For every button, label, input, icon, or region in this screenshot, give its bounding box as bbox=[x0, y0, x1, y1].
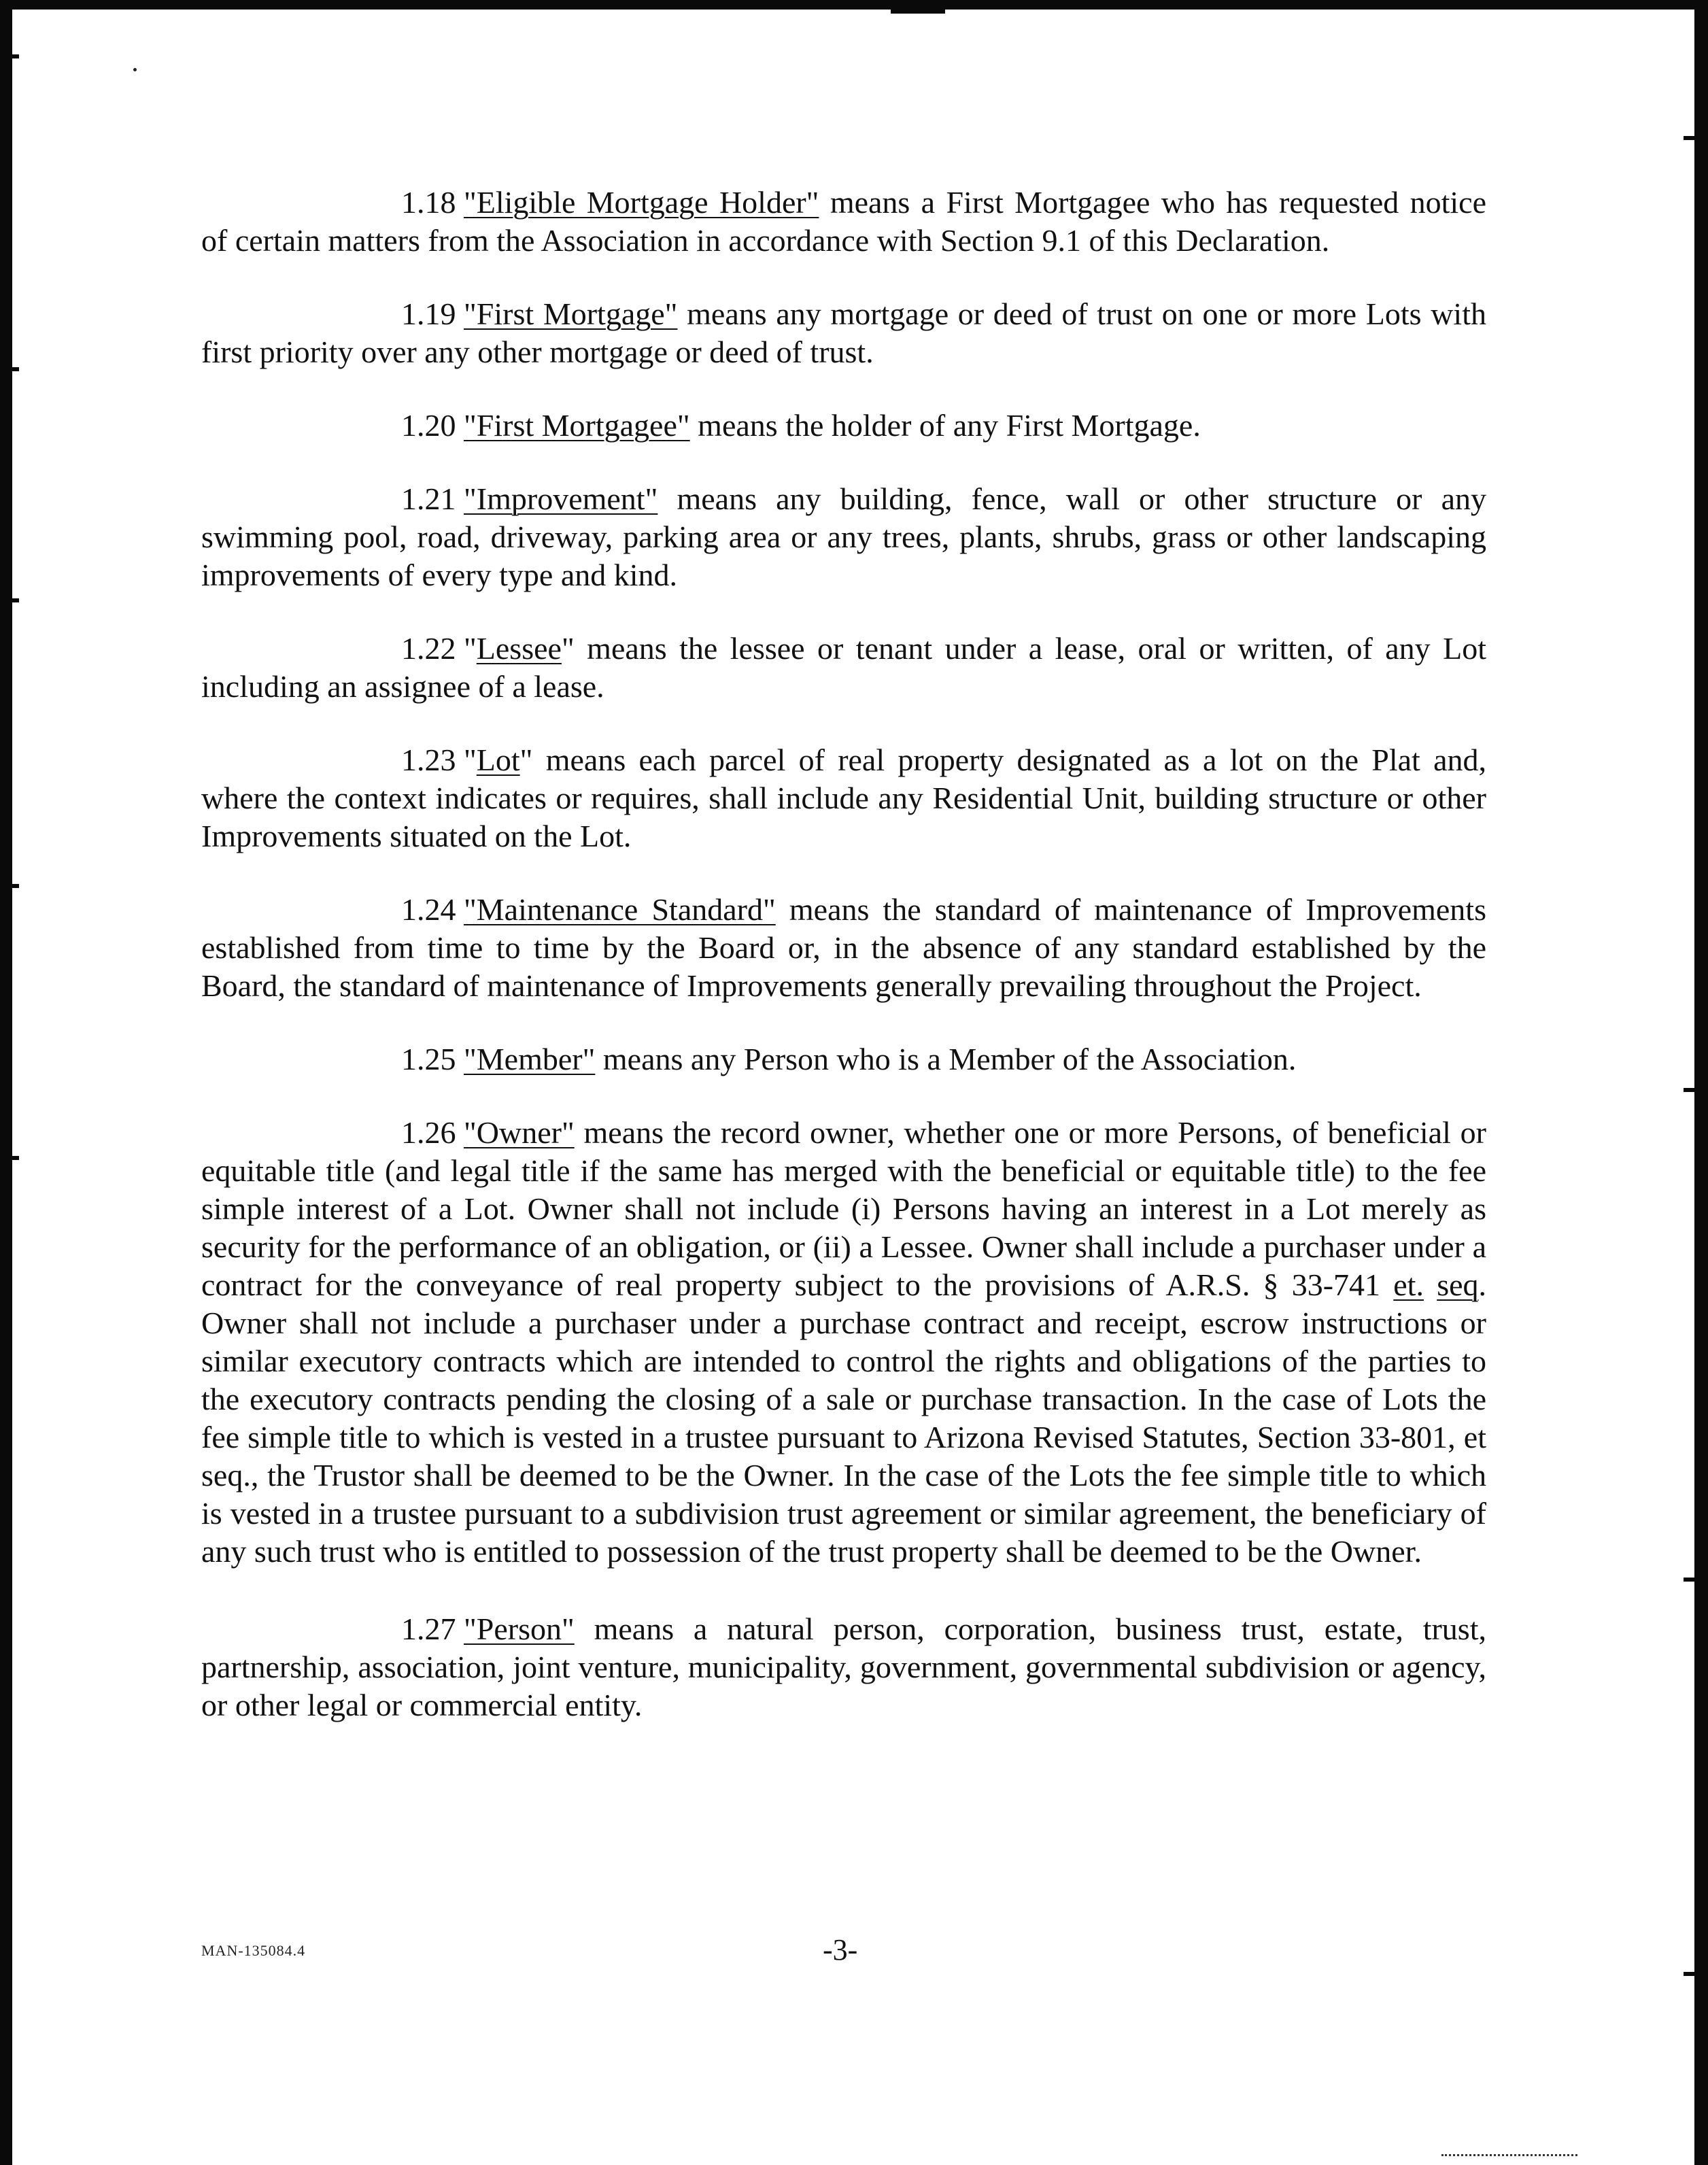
section-1-21 bbox=[201, 480, 1486, 594]
section-number: 1.26 bbox=[401, 1115, 456, 1150]
scan-mark bbox=[12, 54, 19, 58]
page-number: -3- bbox=[823, 1933, 858, 1966]
section-number: 1.18 bbox=[401, 185, 456, 220]
term-quote-close: " bbox=[561, 631, 575, 666]
defined-term: "Owner" bbox=[464, 1115, 575, 1150]
scan-mark bbox=[1684, 1972, 1694, 1976]
section-number: 1.21 bbox=[401, 481, 456, 516]
section-number: 1.24 bbox=[401, 892, 456, 927]
scan-border-left bbox=[0, 0, 12, 2165]
defined-term: "Person" bbox=[464, 1612, 575, 1646]
defined-term: Lot bbox=[476, 743, 520, 777]
section-text: means the record owner, whether one or more Persons, of beneficial or equitable title (and legal title if the same has merged with the beneficial or equitable title) to the fee simple interest of a Lot. Owner shall not include (i) Persons having an interest in a Lot merely as security for the performance of an obligation, or (ii) a Lessee. Owner shall include a purchaser under a contract for the conveyance of real property subject to the provisions of A.R.S. § 33-741 bbox=[201, 1115, 1486, 1302]
section-text: means a natural person, corporation, business trust, estate, trust, partnership, association, joint venture, municipality, government, governmental subdivision or agency, or other legal or commercial entity. bbox=[201, 1612, 1486, 1722]
section-1-27 bbox=[201, 1610, 1486, 1724]
section-text: means any building, fence, wall or other structure or any swimming pool, road, driveway, parking area or any trees, plants, shrubs, grass or other landscaping improvements of every type and kind. bbox=[201, 481, 1486, 592]
section-text: means any mortgage or deed of trust on one or more Lots with first priority over any other mortgage or deed of trust. bbox=[201, 296, 1486, 369]
term-quote-open: " bbox=[464, 631, 477, 666]
document-code: MAN-135084.4 bbox=[201, 1942, 306, 1959]
section-text: means each parcel of real property designated as a lot on the Plat and, where the context indicates or requires, shall include any Residential Unit, building structure or other Improvements situated on the Lot. bbox=[201, 743, 1486, 853]
defined-term: "Improvement" bbox=[464, 481, 658, 516]
scan-mark bbox=[1684, 136, 1694, 140]
scan-mark bbox=[1684, 1578, 1694, 1582]
defined-term: "Eligible Mortgage Holder" bbox=[464, 185, 819, 220]
section-1-18 bbox=[201, 184, 1486, 260]
section-text-continued: . Owner shall not include a purchaser under a purchase contract and receipt, escrow instructions or similar executory contracts which are intended to control the rights and obligations of the parties to the executory contracts pending the closing of a sale or purchase transaction. In the case of Lots the fee simple title to which is vested in a trustee pursuant to Arizona Revised Statutes, Section 33-801, et seq., the Trustor shall be deemed to be the Owner. In the case of the Lots the fee simple title to which is vested in a trustee pursuant to a subdivision trust agreement or similar agreement, the beneficiary of any such trust who is entitled to possession of the trust property shall be deemed to be the Owner. bbox=[201, 1267, 1487, 1569]
scan-dash bbox=[1441, 2154, 1577, 2158]
defined-term: "First Mortgage" bbox=[464, 296, 678, 331]
section-1-22 bbox=[201, 630, 1486, 706]
defined-term: "Maintenance Standard" bbox=[464, 892, 776, 927]
defined-term: "First Mortgagee" bbox=[464, 408, 690, 443]
document-body bbox=[201, 184, 1486, 1760]
section-number: 1.19 bbox=[401, 296, 456, 331]
scan-mark bbox=[12, 367, 19, 371]
scan-mark bbox=[1684, 1088, 1694, 1092]
term-quote-open: " bbox=[464, 743, 477, 777]
section-1-25 bbox=[201, 1040, 1486, 1078]
latin-et: et. bbox=[1393, 1267, 1424, 1302]
term-quote-close: " bbox=[519, 743, 533, 777]
latin-seq: seq bbox=[1437, 1267, 1479, 1302]
section-text: means the lessee or tenant under a lease, oral or written, of any Lot including an assignee of a lease. bbox=[201, 631, 1486, 704]
section-text: means the standard of maintenance of Improvements established from time to time by the Board or, in the absence of any standard established by the Board, the standard of maintenance of Improvements generally prevailing throughout the Project. bbox=[201, 892, 1486, 1003]
section-text: means any Person who is a Member of the Association. bbox=[595, 1042, 1297, 1076]
section-number: 1.20 bbox=[401, 408, 456, 443]
section-1-20 bbox=[201, 407, 1486, 445]
section-text: means the holder of any First Mortgage. bbox=[689, 408, 1201, 443]
defined-term: "Member" bbox=[464, 1042, 596, 1076]
scan-mark bbox=[12, 598, 19, 602]
scan-mark bbox=[12, 884, 19, 888]
defined-term: Lessee bbox=[476, 631, 562, 666]
section-number: 1.23 bbox=[401, 743, 456, 777]
scan-notch bbox=[891, 7, 945, 14]
section-text: means a First Mortgagee who has requested notice of certain matters from the Association in accordance with Section 9.1 of this Declaration. bbox=[201, 185, 1486, 258]
scan-border-top bbox=[0, 0, 1708, 10]
section-1-19 bbox=[201, 295, 1486, 371]
section-number: 1.27 bbox=[401, 1612, 456, 1646]
scan-border-right bbox=[1694, 0, 1708, 2165]
section-number: 1.25 bbox=[401, 1042, 456, 1076]
scan-speck bbox=[133, 68, 137, 71]
section-1-26 bbox=[201, 1114, 1486, 1571]
section-1-24 bbox=[201, 891, 1486, 1005]
section-1-23 bbox=[201, 741, 1486, 855]
scan-mark bbox=[12, 1156, 19, 1160]
section-number: 1.22 bbox=[401, 631, 456, 666]
